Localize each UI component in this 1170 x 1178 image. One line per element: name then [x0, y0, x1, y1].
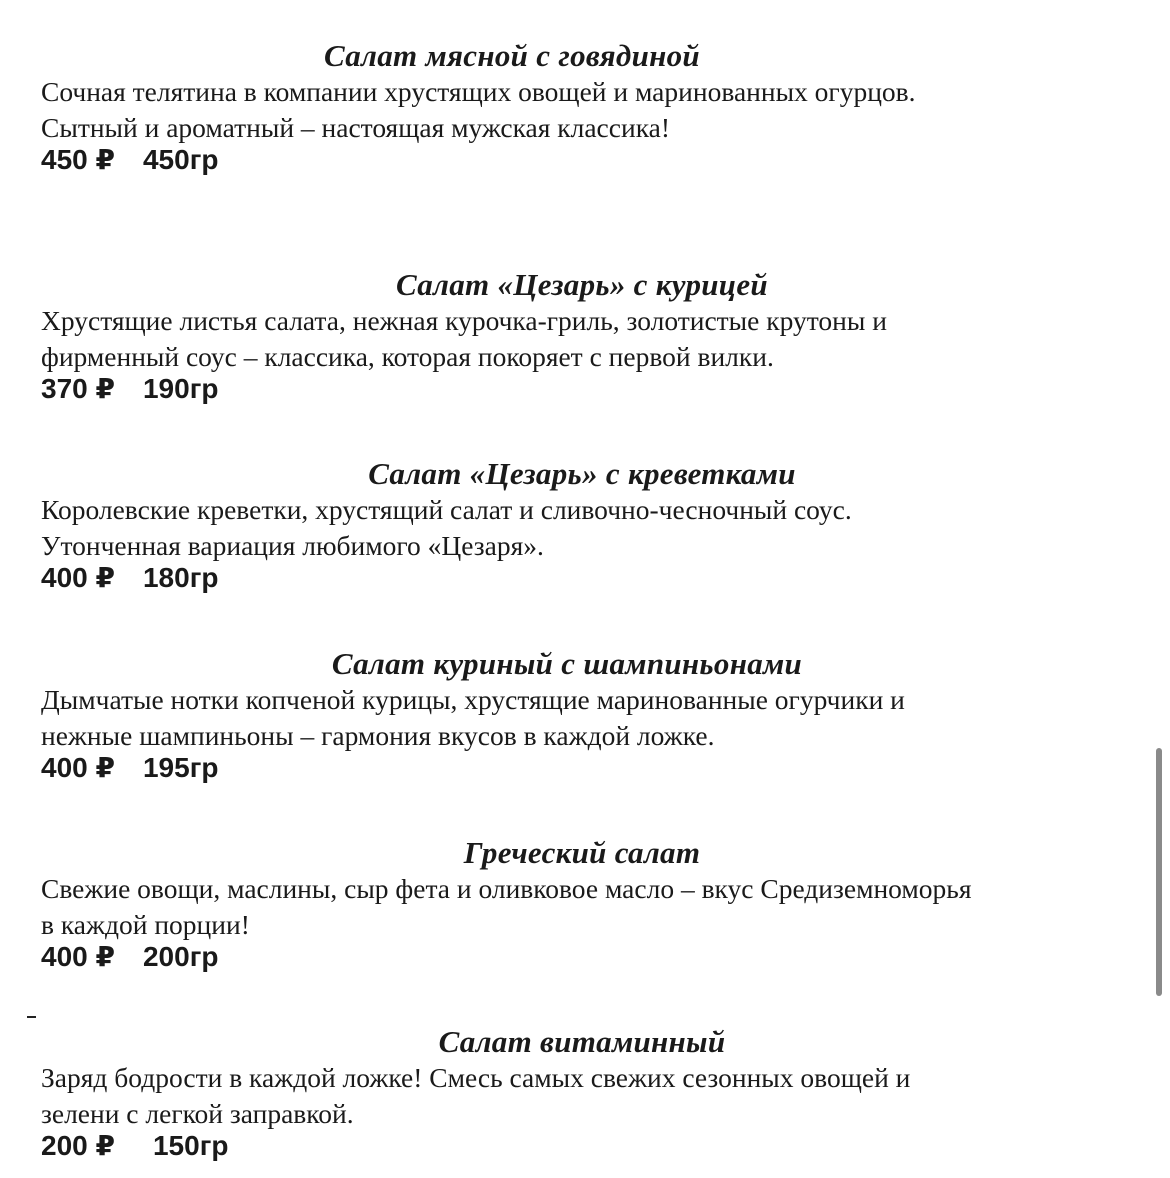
weight: 150гр [152, 1130, 229, 1161]
description-line: Хрустящие листья салата, нежная курочка-гриль, золотистые крутоны и [41, 305, 887, 336]
description-line: Заряд бодрости в каждой ложке! Смесь самых свежих сезонных овощей и [41, 1062, 911, 1093]
price-row [41, 752, 218, 784]
price-row [41, 941, 218, 973]
weight: 195гр [142, 752, 219, 783]
price-row [41, 562, 218, 594]
item-description [41, 871, 1131, 943]
item-description [41, 74, 1131, 146]
stray-mark [27, 1016, 36, 1018]
price: 370 ₽ [41, 373, 115, 404]
item-title: Салат витаминный [438, 1024, 726, 1059]
item-description [41, 303, 1131, 375]
weight: 180гр [142, 562, 219, 593]
price: 400 ₽ [41, 941, 115, 972]
price: 450 ₽ [41, 144, 115, 175]
item-title: Салат мясной с говядиной [324, 38, 700, 73]
price-row [41, 373, 218, 405]
description-line: зелени с легкой заправкой. [41, 1098, 354, 1129]
scrollbar[interactable] [1156, 748, 1162, 996]
item-description [41, 1060, 1131, 1132]
description-line: Сочная телятина в компании хрустящих овощей и маринованных огурцов. [41, 76, 916, 107]
price: 200 ₽ [41, 1130, 115, 1161]
price: 400 ₽ [41, 562, 115, 593]
item-title: Греческий салат [463, 835, 701, 870]
description-line: Сытный и ароматный – настоящая мужская классика! [41, 112, 670, 143]
description-line: Дымчатые нотки копченой курицы, хрустящие маринованные огурчики и [41, 684, 905, 715]
description-line: нежные шампиньоны – гармония вкусов в каждой ложке. [41, 720, 715, 751]
weight: 190гр [142, 373, 219, 404]
item-title: Салат «Цезарь» с курицей [396, 267, 768, 302]
price: 400 ₽ [41, 752, 115, 783]
description-line: Королевские креветки, хрустящий салат и сливочно-чесночный соус. [41, 494, 852, 525]
weight: 200гр [142, 941, 219, 972]
price-row [41, 1130, 228, 1162]
description-line: Свежие овощи, маслины, сыр фета и оливковое масло – вкус Средиземноморья [41, 873, 972, 904]
price-row [41, 144, 218, 176]
description-line: Утонченная вариация любимого «Цезаря». [41, 530, 544, 561]
description-line: фирменный соус – классика, которая покоряет с первой вилки. [41, 341, 774, 372]
item-title: Салат «Цезарь» с креветками [368, 456, 796, 491]
item-title: Салат куриный с шампиньонами [331, 646, 803, 681]
item-description [41, 682, 1131, 754]
description-line: в каждой порции! [41, 909, 250, 940]
weight: 450гр [142, 144, 219, 175]
item-description [41, 492, 1131, 564]
